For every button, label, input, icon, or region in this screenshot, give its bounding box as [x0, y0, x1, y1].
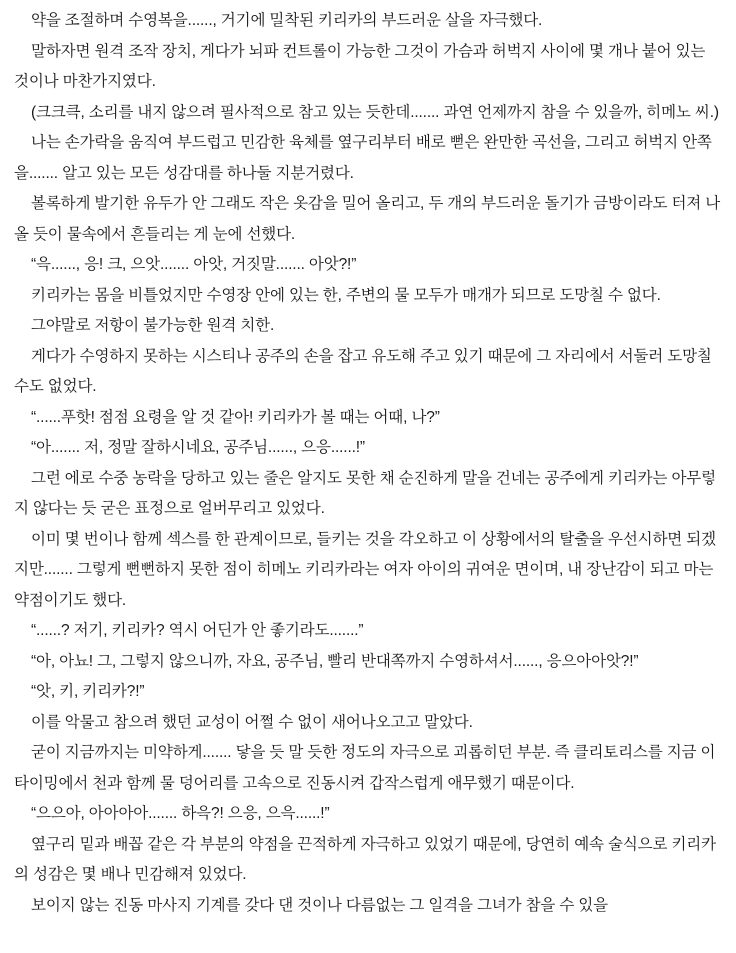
paragraph: 말하자면 원격 조작 장치, 게다가 뇌파 컨트롤이 가능한 그것이 가슴과 허벅지 사이에 몇 개나 붙어 있는 것이나 마찬가지였다. — [14, 42, 710, 90]
paragraph: 그런 에로 수중 농락을 당하고 있는 줄은 알지도 못한 채 순진하게 말을 건네는 공주에게 키리카는 아무렇지 않다는 듯 굳은 표정으로 얼버무리고 있었다. — [14, 469, 716, 517]
paragraph: 볼록하게 발기한 유두가 안 그래도 작은 옷감을 밀어 올리고, 두 개의 부드러운 돌기가 금방이라도 터져 나올 듯이 물속에서 흔들리는 게 눈에 선했다. — [14, 195, 721, 243]
paragraph: 그야말로 저항이 불가능한 원격 치한. — [31, 317, 275, 334]
paragraph: “......푸핫! 점점 요령을 알 것 같아! 키리카가 볼 때는 어때, 나?” — [31, 408, 440, 426]
paragraph: 나는 손가락을 움직여 부드럽고 민감한 육체를 옆구리부터 배로 뻗은 완만한 곡선을, 그리고 허벅지 안쪽을....... 알고 있는 모든 성감대를 하나둘 지분거렸다. — [14, 134, 712, 182]
paragraph: 옆구리 밑과 배꼽 같은 각 부분의 약점을 끈적하게 자극하고 있었기 때문에, 당연히 예속 술식으로 키리카의 성감은 몇 배나 민감해져 있었다. — [14, 835, 716, 883]
paragraph: “아....... 저, 정말 잘하시네요, 공주님......, 으응......!” — [31, 439, 365, 456]
paragraph: “으으아, 아아아아....... 하윽?! 으응, 으윽......!” — [31, 805, 330, 822]
paragraph: 이를 악물고 참으려 했던 교성이 어쩔 수 없이 새어나오고고 말았다. — [31, 713, 473, 731]
paragraph: 보이지 않는 진동 마사지 기계를 갖다 댄 것이나 다름없는 그 일격을 그녀가 참을 수 있을 — [31, 896, 608, 914]
paragraph: 게다가 수영하지 못하는 시스티나 공주의 손을 잡고 유도해 주고 있기 때문에 그 자리에서 서둘러 도망칠 수도 없었다. — [14, 347, 716, 395]
paragraph: “아, 아뇨! 그, 그렇지 않으니까, 자요, 공주님, 빨리 반대쪽까지 수영하셔서......, 응으아아앗?!” — [31, 652, 639, 670]
paragraph: 약을 조절하며 수영복을......, 거기에 밀착된 키리카의 부드러운 살을 자극했다. — [31, 12, 543, 29]
paragraph: “윽......, 응! 크, 으앗....... 아앗, 거짓말....... 아앗?!” — [31, 256, 357, 273]
paragraph: “......? 저기, 키리카? 역시 어딘가 안 좋기라도.......” — [31, 622, 364, 639]
paragraph: 이미 몇 번이나 함께 섹스를 한 관계이므로, 들키는 것을 각오하고 이 상황에서의 탈출을 우선시하면 되겠지만....... 그렇게 뻔뻔하지 못한 점이 히메노 키리카라는 여자 아이의 귀여운 면이며, 내 장난감이 되고 마는 약점이기도 했다. — [14, 530, 718, 609]
paragraph: 굳이 지금까지는 미약하게....... 닿을 듯 말 듯한 정도의 자극으로 괴롭히던 부분. 즉 클리토리스를 지금 이 타이밍에서 천과 함께 물 덩어리를 고속으로 진동시켜 갑작스럽게 애무했기 때문이다. — [14, 744, 720, 792]
paragraph: “앗, 키, 키리카?!” — [31, 683, 145, 700]
paragraph: (크크큭, 소리를 내지 않으려 필사적으로 참고 있는 듯한데....... 과연 언제까지 참을 수 있을까, 히메노 씨.) — [31, 103, 719, 121]
paragraph: 키리카는 몸을 비틀었지만 수영장 안에 있는 한, 주변의 물 모두가 매개가 되므로 도망칠 수 없다. — [31, 286, 661, 304]
